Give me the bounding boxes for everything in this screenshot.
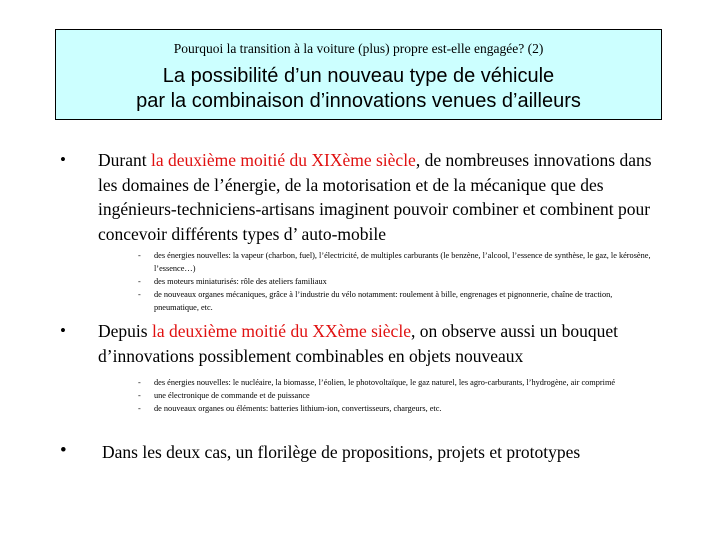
title-box — [55, 29, 662, 120]
bullet-1-pre: Durant — [98, 150, 151, 170]
dash-marker: - — [138, 404, 141, 413]
bullet-marker: • — [60, 321, 66, 340]
dash-marker: - — [138, 251, 141, 260]
sub-item-text: des moteurs miniaturisés: rôle des ateliers familiaux — [154, 277, 327, 286]
sub-item-text: des énergies nouvelles: la vapeur (charbon, fuel), l’électricité, de multiples carburants (le benzène, l’alcool, l’essence de synthèse, le gaz, le kérosène, l’essence…) — [154, 251, 651, 273]
slide-title — [56, 64, 661, 114]
bullet-2-pre: Depuis — [98, 321, 152, 341]
slide-subtitle: Pourquoi la transition à la voiture (plus) propre est-elle engagée? (2) — [173, 41, 544, 56]
bullet-1-sublist — [138, 249, 658, 314]
dash-marker: - — [138, 378, 141, 387]
dash-marker: - — [138, 391, 141, 400]
bullet-2-highlight: la deuxième moitié du XXème siècle — [151, 321, 411, 341]
bullet-marker: • — [60, 440, 67, 461]
bullet-1-highlight: la deuxième moitié du XIXème siècle — [150, 150, 416, 170]
sub-item — [138, 389, 658, 402]
sub-item-text: de nouveaux organes ou éléments: batteries lithium-ion, convertisseurs, chargeurs, etc. — [154, 404, 442, 413]
bullet-2-sublist — [138, 376, 658, 415]
slide-title-line-1: La possibilité d’un nouveau type de véhicule — [162, 65, 555, 87]
sub-item-text: une électronique de commande et de puissance — [154, 391, 310, 400]
sub-item-text: des énergies nouvelles: le nucléaire, la biomasse, l’éolien, le photovoltaïque, le gaz naturel, les agro-carburants, l’hydrogène, air comprimé — [154, 378, 616, 387]
bullet-marker: • — [60, 150, 66, 169]
sub-item — [138, 402, 658, 415]
bullet-1 — [60, 148, 665, 246]
dash-marker: - — [138, 277, 141, 286]
sub-item — [138, 288, 658, 314]
bullet-3-text: Dans les deux cas, un florilège de propositions, projets et prototypes — [102, 442, 581, 462]
sub-item-text: de nouveaux organes mécaniques, grâce à l’industrie du vélo notamment: roulement à bille, engrenages et pignonnerie, chaîne de traction, pneumatique, etc. — [154, 290, 613, 312]
bullet-3 — [60, 440, 680, 465]
bullet-1-post: , de nombreuses innovations dans les domaines de l’énergie, de la motorisation et de la mécanique que des ingénieurs-techniciens-artisans imaginent pouvoir combiner et combinent pour concevoir différents types d’ auto-mobile — [98, 150, 652, 244]
bullet-2 — [60, 319, 665, 368]
dash-marker: - — [138, 290, 141, 299]
slide-title-line-2: par la combinaison d’innovations venues d’ailleurs — [136, 90, 581, 112]
sub-item — [138, 376, 658, 389]
sub-item — [138, 249, 658, 275]
bullet-2-post: , on observe aussi un bouquet d’innovations possiblement combinables en objets nouveaux — [98, 321, 619, 366]
sub-item — [138, 275, 658, 288]
bullet-1-text — [98, 148, 665, 246]
bullet-2-text — [98, 319, 665, 368]
